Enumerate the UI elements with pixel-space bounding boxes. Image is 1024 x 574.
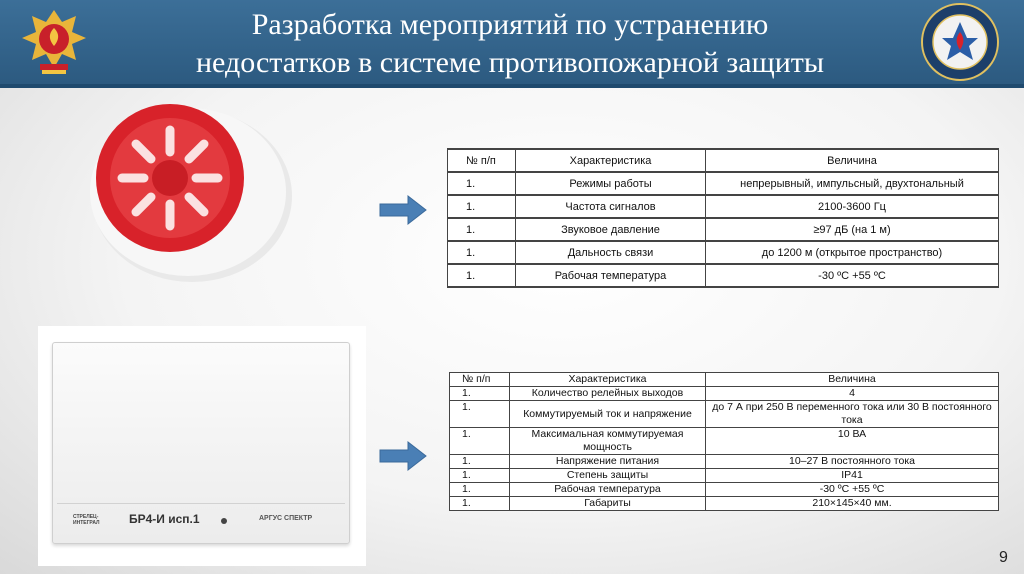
cell: Напряжение питания (510, 455, 706, 469)
module-label: БР4-И исп.1 (129, 512, 200, 526)
table-header-row (450, 373, 999, 387)
cell: Звуковое давление (516, 218, 706, 241)
header-cell: № п/п (448, 149, 516, 172)
table-row (448, 264, 999, 287)
cell: Степень защиты (510, 469, 706, 483)
cell: 1. (450, 401, 510, 428)
cell: 1. (448, 172, 516, 195)
module-logo: АРГУС СПЕКТР (259, 515, 313, 522)
cell: 4 (706, 387, 999, 401)
table-row (448, 195, 999, 218)
cell: 210×145×40 мм. (706, 497, 999, 511)
page-number: 9 (999, 549, 1008, 566)
siren-specs-table (447, 148, 999, 288)
right-arrow-icon (378, 440, 428, 472)
cell: 1. (448, 264, 516, 287)
table-row (450, 469, 999, 483)
cell: IP41 (706, 469, 999, 483)
table-row (450, 483, 999, 497)
cell: 1. (448, 241, 516, 264)
cell: до 1200 м (открытое пространство) (706, 241, 999, 264)
table-row (450, 401, 999, 428)
table-row (448, 241, 999, 264)
cell: -30 ºС +55 ºС (706, 483, 999, 497)
header-bar (0, 0, 1024, 88)
siren-photo (72, 96, 292, 286)
page-title (110, 6, 910, 82)
cell: Рабочая температура (516, 264, 706, 287)
cell: Габариты (510, 497, 706, 511)
academy-seal-icon (920, 2, 1000, 82)
cell: Количество релейных выходов (510, 387, 706, 401)
cell: 10–27 В постоянного тока (706, 455, 999, 469)
cell: Коммутируемый ток и напряжение (510, 401, 706, 428)
relay-module-specs-table (449, 372, 999, 511)
table-row (450, 387, 999, 401)
cell: до 7 А при 250 В переменного тока или 30 В постоянного тока (706, 401, 999, 428)
table-row (448, 172, 999, 195)
module-led-icon (221, 518, 227, 524)
cell: 2100-3600 Гц (706, 195, 999, 218)
cell: Дальность связи (516, 241, 706, 264)
cell: Режимы работы (516, 172, 706, 195)
cell: Максимальная коммутируемая мощность (510, 428, 706, 455)
module-brand: СТРЕЛЕЦ-ИНТЕГРАЛ (73, 514, 100, 526)
table-row (450, 428, 999, 455)
table-row (450, 497, 999, 511)
cell: 10 ВА (706, 428, 999, 455)
title-line-1: Разработка мероприятий по устранению (251, 8, 769, 41)
header-cell: № п/п (450, 373, 510, 387)
cell: 1. (448, 218, 516, 241)
cell: 1. (450, 483, 510, 497)
header-cell: Характеристика (510, 373, 706, 387)
right-arrow-icon (378, 194, 428, 226)
cell: Частота сигналов (516, 195, 706, 218)
header-cell: Величина (706, 149, 999, 172)
cell: 1. (450, 469, 510, 483)
cell: 1. (450, 387, 510, 401)
cell: 1. (448, 195, 516, 218)
cell: непрерывный, импульсный, двухтональный (706, 172, 999, 195)
table-header-row (448, 149, 999, 172)
relay-module-front-strip (57, 503, 345, 544)
relay-module-photo (38, 326, 366, 566)
cell: -30 ºС +55 ºС (706, 264, 999, 287)
cell: 1. (450, 428, 510, 455)
cell: ≥97 дБ (на 1 м) (706, 218, 999, 241)
header-cell: Характеристика (516, 149, 706, 172)
cell: 1. (450, 497, 510, 511)
mchs-emblem-icon (18, 2, 90, 80)
table-row (448, 218, 999, 241)
relay-module-body (52, 342, 350, 544)
cell: Рабочая температура (510, 483, 706, 497)
cell: 1. (450, 455, 510, 469)
table-row (450, 455, 999, 469)
header-cell: Величина (706, 373, 999, 387)
title-line-2: недостатков в системе противопожарной защиты (195, 46, 825, 79)
